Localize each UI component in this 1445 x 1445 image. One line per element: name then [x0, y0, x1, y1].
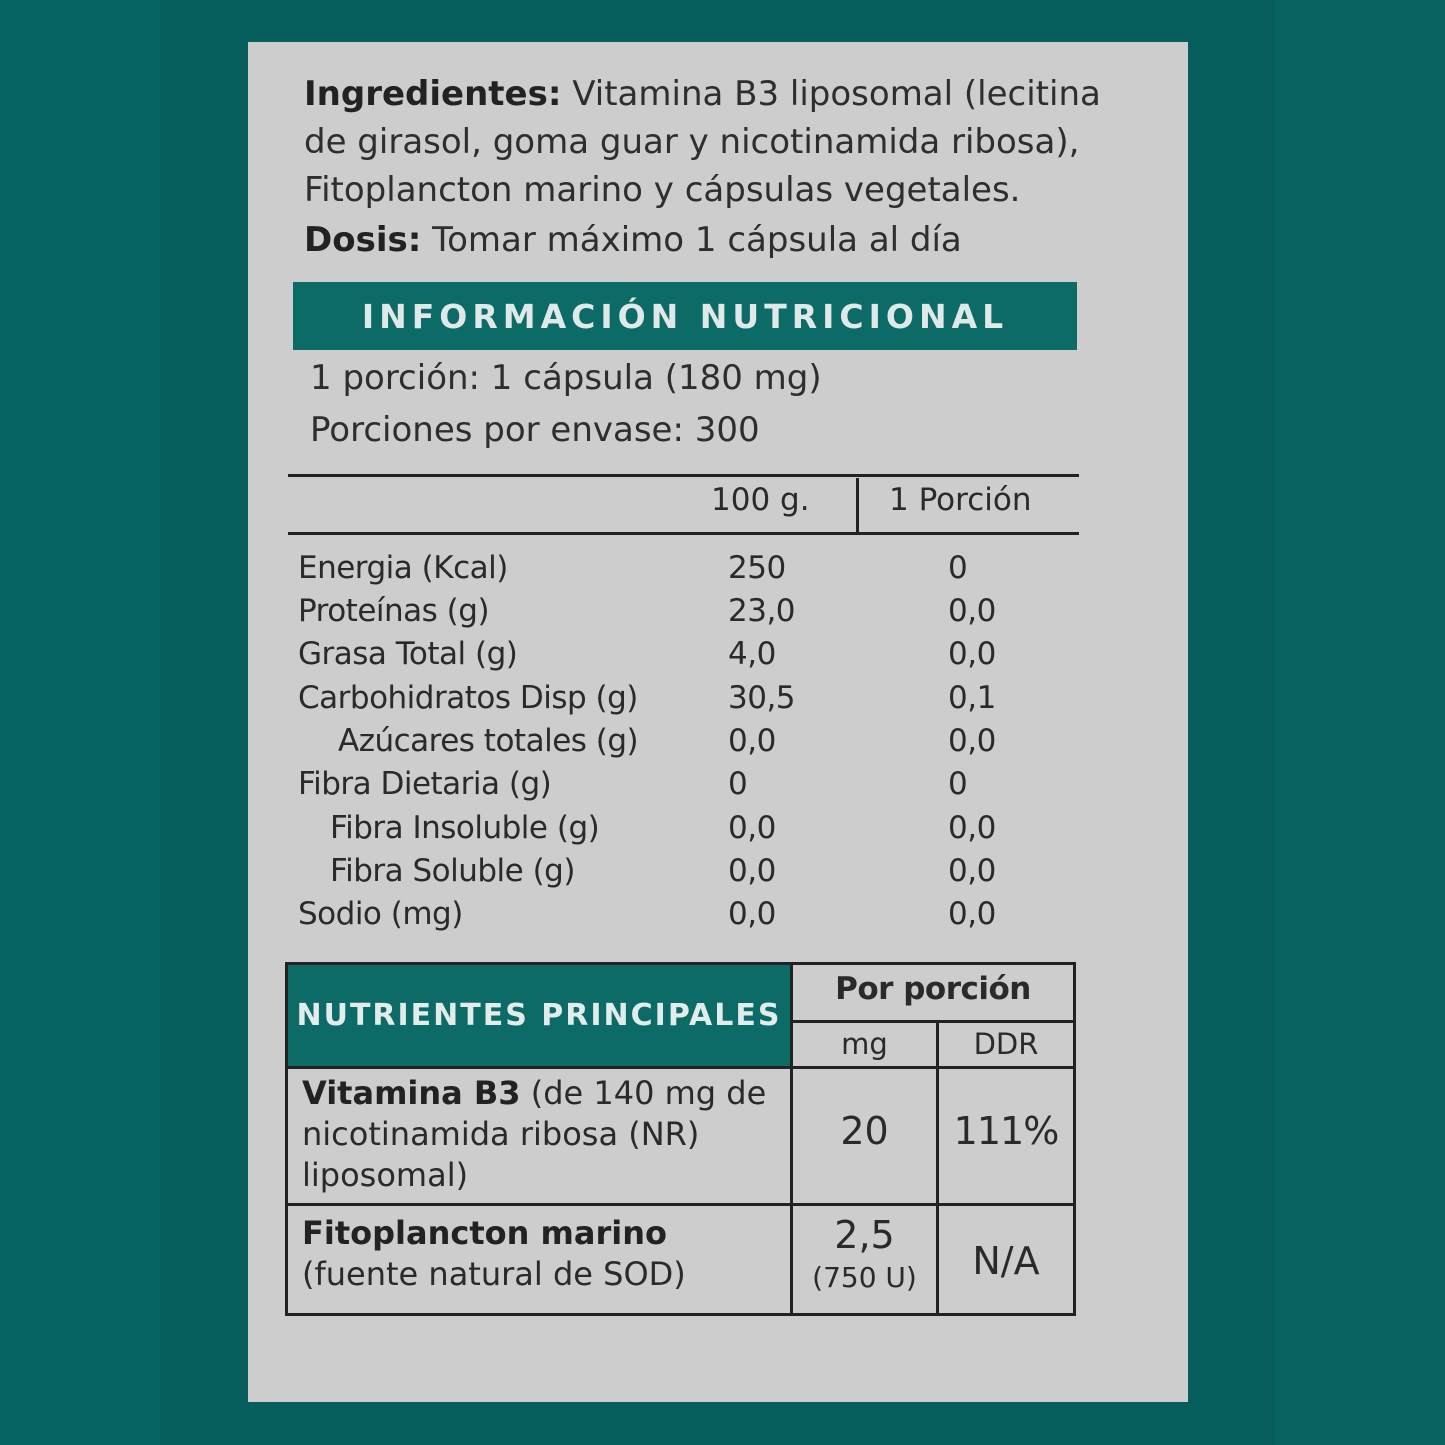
table-row: [248, 853, 1188, 896]
row-value-100g: 30,5: [728, 680, 796, 716]
background-right: [1275, 0, 1445, 1445]
row-label: Sodio (mg): [298, 896, 463, 932]
row-label: Azúcares totales (g): [338, 723, 639, 759]
row-label: Grasa Total (g): [298, 636, 518, 672]
column-header-portion: 1 Porción: [889, 482, 1032, 518]
row-value-portion: 0,0: [948, 853, 996, 889]
nutrient-mg: 20: [840, 1109, 889, 1153]
row-value-portion: 0,0: [948, 723, 996, 759]
row-value-portion: 0,0: [948, 896, 996, 932]
column-separator: [856, 478, 859, 534]
dose-title: Dosis:: [304, 220, 422, 260]
table-row: [248, 550, 1188, 593]
row-label: Fibra Dietaria (g): [298, 766, 552, 802]
row-value-100g: 250: [728, 550, 786, 586]
dose-block: [304, 216, 1134, 264]
nutrient-name: Vitamina B3: [302, 1074, 521, 1112]
ddr-header: DDR: [973, 1027, 1039, 1061]
table-row: [248, 680, 1188, 723]
row-value-portion: 0: [948, 766, 968, 802]
row-value-100g: 0,0: [728, 896, 776, 932]
nutrition-label-panel: [248, 42, 1188, 1402]
row-value-portion: 0,0: [948, 636, 996, 672]
nutrient-mg-units: (750 U): [812, 1261, 917, 1294]
nutrient-mg: 2,5: [834, 1213, 895, 1257]
mg-header: mg: [841, 1027, 888, 1061]
nutrient-name-cell: [302, 1073, 782, 1196]
row-value-portion: 0,0: [948, 593, 996, 629]
row-label: Fibra Insoluble (g): [330, 810, 600, 846]
table-divider: [790, 1020, 1073, 1023]
per-portion-header: Por porción: [835, 971, 1031, 1007]
main-nutrients-table: [285, 962, 1076, 1316]
row-value-portion: 0: [948, 550, 968, 586]
table-divider: [288, 1066, 1073, 1069]
nutrition-banner: INFORMACIÓN NUTRICIONAL: [293, 282, 1077, 350]
nutrient-ddr: 111%: [953, 1109, 1059, 1153]
table-row: [248, 636, 1188, 679]
ingredients-title: Ingredientes:: [304, 74, 562, 114]
column-header-100g: 100 g.: [711, 482, 810, 518]
row-value-100g: 0,0: [728, 853, 776, 889]
row-value-100g: 23,0: [728, 593, 796, 629]
servings-per-container: Porciones por envase: 300: [310, 410, 760, 450]
serving-size: 1 porción: 1 cápsula (180 mg): [310, 358, 822, 398]
table-header-rule: [288, 532, 1079, 535]
ingredients-text: Vitamina B3 liposomal (lecitina de girasol, goma guar y nicotinamida ribosa), Fitoplancton marino y cápsulas vegetales.: [304, 74, 1101, 210]
table-divider: [288, 1203, 1073, 1206]
table-row: [248, 896, 1188, 939]
nutrient-name-cell: [302, 1213, 782, 1295]
nutrient-detail: (fuente natural de SOD): [302, 1255, 686, 1293]
row-label: Fibra Soluble (g): [330, 853, 575, 889]
table-row: [248, 766, 1188, 809]
nutrient-ddr: N/A: [972, 1239, 1040, 1283]
background-left: [0, 0, 160, 1445]
nutrient-detail: (de 140 mg de nicotinamida ribosa (NR) liposomal): [302, 1074, 767, 1194]
row-value-portion: 0,1: [948, 680, 996, 716]
row-value-100g: 0: [728, 766, 748, 802]
table-row: [248, 723, 1188, 766]
row-value-100g: 0,0: [728, 723, 776, 759]
nutrient-name: Fitoplancton marino: [302, 1214, 667, 1252]
main-nutrients-title: NUTRIENTES PRINCIPALES: [288, 965, 790, 1066]
row-label: Proteínas (g): [298, 593, 490, 629]
row-value-100g: 0,0: [728, 810, 776, 846]
table-row: [248, 593, 1188, 636]
table-top-rule: [288, 474, 1079, 477]
dose-text: Tomar máximo 1 cápsula al día: [432, 220, 962, 260]
ingredients-block: [304, 70, 1134, 214]
row-value-portion: 0,0: [948, 810, 996, 846]
row-value-100g: 4,0: [728, 636, 776, 672]
table-row: [248, 810, 1188, 853]
row-label: Energia (Kcal): [298, 550, 508, 586]
row-label: Carbohidratos Disp (g): [298, 680, 638, 716]
